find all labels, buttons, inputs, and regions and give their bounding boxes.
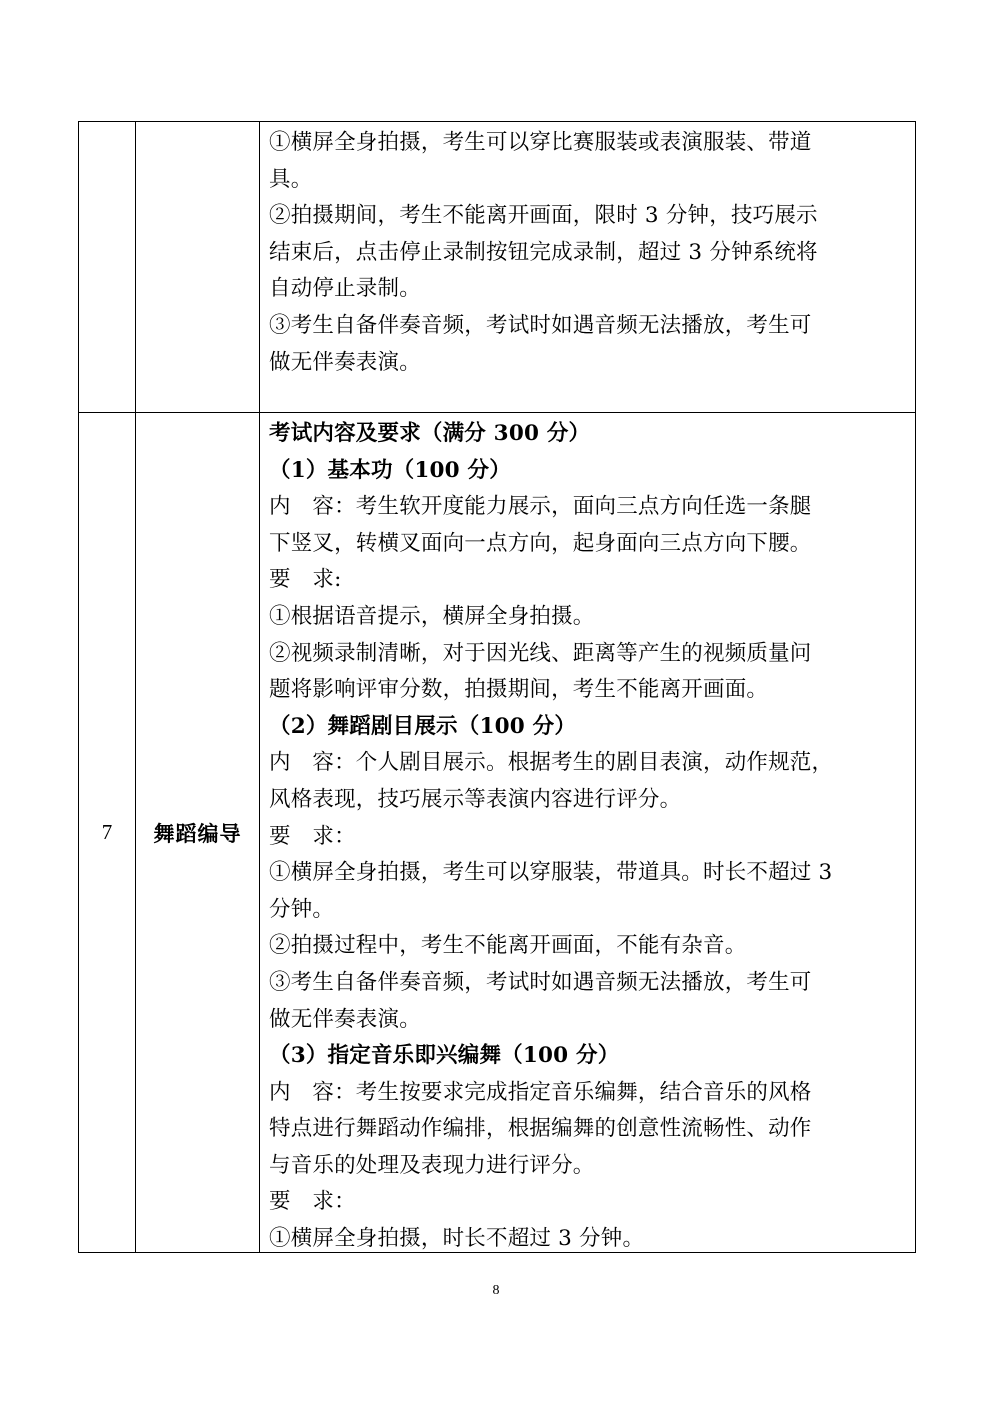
row-number: 7 xyxy=(101,820,113,844)
section-line: 内 容：考生按要求完成指定音乐编舞，结合音乐的风格 xyxy=(269,1079,812,1105)
section-line: 下竖叉，转横叉面向一点方向，起身面向三点方向下腰。 xyxy=(269,530,812,556)
section-line: 特点进行舞蹈动作编排，根据编舞的创意性流畅性、动作 xyxy=(269,1116,812,1142)
section-line: ②视频录制清晰，对于因光线、距离等产生的视频质量问 xyxy=(269,640,812,666)
section-title-improvisation: （3）指定音乐即兴编舞（100 分） xyxy=(269,1043,620,1069)
requirement-line: 具。 xyxy=(269,166,313,192)
requirement-line: 做无伴奏表演。 xyxy=(269,349,421,375)
section-line: 内 容：考生软开度能力展示，面向三点方向任选一条腿 xyxy=(269,494,812,520)
content-cell xyxy=(260,413,916,1253)
table-row-dance-choreography xyxy=(79,413,916,1253)
name-cell-empty xyxy=(136,122,260,413)
requirement-line: ②拍摄期间，考生不能离开画面，限时 3 分钟，技巧展示 xyxy=(269,203,818,229)
section-line: ①横屏全身拍摄，考生可以穿服装，带道具。时长不超过 3 xyxy=(269,860,833,886)
section-line: 要 求： xyxy=(269,823,356,849)
section-line: 与音乐的处理及表现力进行评分。 xyxy=(269,1152,595,1178)
page-number: 8 xyxy=(492,1283,500,1298)
section-line: 风格表现，技巧展示等表演内容进行评分。 xyxy=(269,786,682,812)
exam-heading: 考试内容及要求（满分 300 分） xyxy=(269,421,591,446)
requirements-table xyxy=(78,121,916,1253)
section-title-basic-skills: （1）基本功（100 分） xyxy=(269,457,511,483)
number-cell xyxy=(79,413,136,1253)
requirement-line: ③考生自备伴奏音频，考试时如遇音频无法播放，考生可 xyxy=(269,312,812,338)
section-line: 内 容：个人剧目展示。根据考生的剧目表演，动作规范， xyxy=(269,750,834,776)
section-title-repertoire: （2）舞蹈剧目展示（100 分） xyxy=(269,713,577,739)
requirement-line: 自动停止录制。 xyxy=(269,276,421,302)
section-line: ②拍摄过程中，考生不能离开画面，不能有杂音。 xyxy=(269,933,747,959)
name-cell xyxy=(136,413,260,1253)
section-line: ③考生自备伴奏音频，考试时如遇音频无法播放，考生可 xyxy=(269,969,812,995)
requirement-line: 结束后，点击停止录制按钮完成录制，超过 3 分钟系统将 xyxy=(269,239,818,265)
major-name: 舞蹈编导 xyxy=(153,820,242,846)
table-row-continued xyxy=(79,122,916,413)
section-line: 做无伴奏表演。 xyxy=(269,1006,421,1032)
section-line: 分钟。 xyxy=(269,896,335,922)
number-cell-empty xyxy=(79,122,136,413)
section-line: ①根据语音提示，横屏全身拍摄。 xyxy=(269,603,595,629)
section-line: 题将影响评审分数，拍摄期间，考生不能离开画面。 xyxy=(269,677,769,703)
section-line: 要 求: xyxy=(269,567,342,593)
requirement-line: ①横屏全身拍摄，考生可以穿比赛服装或表演服装、带道 xyxy=(269,130,812,155)
section-line: 要 求： xyxy=(269,1189,356,1215)
content-cell xyxy=(260,122,916,413)
section-line: ①横屏全身拍摄，时长不超过 3 分钟。 xyxy=(269,1226,645,1252)
